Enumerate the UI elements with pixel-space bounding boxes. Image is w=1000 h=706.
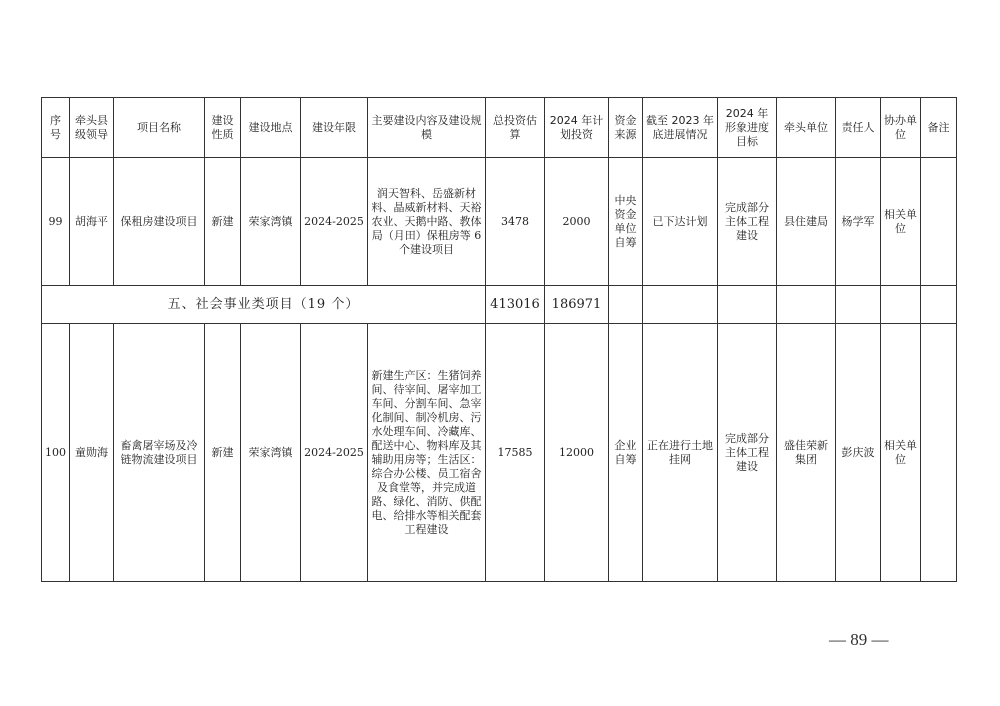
- header-content: 主要建设内容及建设规模: [368, 98, 486, 158]
- page-number: — 89 —: [829, 630, 889, 649]
- header-lead-unit: 牵头单位: [777, 98, 836, 158]
- header-leader: 牵头县级领导: [70, 98, 114, 158]
- cell-nature: 新建: [205, 324, 241, 582]
- cell-seq: 99: [42, 158, 70, 286]
- cell-remark: [921, 324, 957, 582]
- table-row: [42, 158, 957, 286]
- header-fund: 资金来源: [609, 98, 643, 158]
- cell-progress2023: 正在进行土地挂网: [643, 324, 718, 582]
- cell-total: 3478: [486, 158, 545, 286]
- cell-fund: 中央资金单位自筹: [609, 158, 643, 286]
- cell-coop-unit: 相关单位: [881, 158, 921, 286]
- cell-location: 荣家湾镇: [241, 158, 301, 286]
- project-table: [41, 97, 957, 582]
- header-coop-unit: 协办单位: [881, 98, 921, 158]
- header-period: 建设年限: [301, 98, 368, 158]
- cell-leader: 胡海平: [70, 158, 114, 286]
- cell-plan2024: 12000: [545, 324, 609, 582]
- header-target2024: 2024 年形象进度目标: [718, 98, 777, 158]
- section-title: 五、社会事业类项目（19 个）: [42, 286, 486, 324]
- cell-fund: 企业自筹: [609, 324, 643, 582]
- cell-total: 17585: [486, 324, 545, 582]
- cell-progress2023: 已下达计划: [643, 158, 718, 286]
- cell-name: 保租房建设项目: [114, 158, 205, 286]
- cell-period: 2024-2025: [301, 158, 368, 286]
- cell-target2024: 完成部分主体工程建设: [718, 324, 777, 582]
- cell-period: 2024-2025: [301, 324, 368, 582]
- section-plan2024: 186971: [545, 286, 609, 324]
- header-nature: 建设性质: [205, 98, 241, 158]
- section-row: [42, 286, 957, 324]
- cell-lead-unit: 县住建局: [777, 158, 836, 286]
- cell-plan2024: 2000: [545, 158, 609, 286]
- cell-seq: 100: [42, 324, 70, 582]
- cell-lead-unit: 盛佳荣新集团: [777, 324, 836, 582]
- header-progress2023: 截至 2023 年底进展情况: [643, 98, 718, 158]
- cell-target2024: 完成部分主体工程建设: [718, 158, 777, 286]
- cell-nature: 新建: [205, 158, 241, 286]
- header-remark: 备注: [921, 98, 957, 158]
- header-row: [42, 98, 957, 158]
- header-seq: 序号: [42, 98, 70, 158]
- cell-content: 润天智科、岳盛新材料、晶威新材料、天裕农业、天鹅中路、教体局（月田）保租房等 6 个建设项目: [368, 158, 486, 286]
- header-location: 建设地点: [241, 98, 301, 158]
- table-row: [42, 324, 957, 582]
- cell-location: 荣家湾镇: [241, 324, 301, 582]
- section-total: 413016: [486, 286, 545, 324]
- header-plan2024: 2024 年计划投资: [545, 98, 609, 158]
- cell-person: 杨学军: [836, 158, 881, 286]
- cell-leader: 童勋海: [70, 324, 114, 582]
- cell-person: 彭庆波: [836, 324, 881, 582]
- header-person: 责任人: [836, 98, 881, 158]
- cell-content: 新建生产区：生猪饲养间、待宰间、屠宰加工车间、分割车间、急宰化制间、制冷机房、污水处理车间、冷藏库、配送中心、物料库及其辅助用房等；生活区：综合办公楼、员工宿舍及食堂等，并完成道路、绿化、消防、供配电、给排水等相关配套工程建设: [368, 324, 486, 582]
- cell-coop-unit: 相关单位: [881, 324, 921, 582]
- cell-remark: [921, 158, 957, 286]
- cell-name: 畜禽屠宰场及冷链物流建设项目: [114, 324, 205, 582]
- header-name: 项目名称: [114, 98, 205, 158]
- header-total: 总投资估算: [486, 98, 545, 158]
